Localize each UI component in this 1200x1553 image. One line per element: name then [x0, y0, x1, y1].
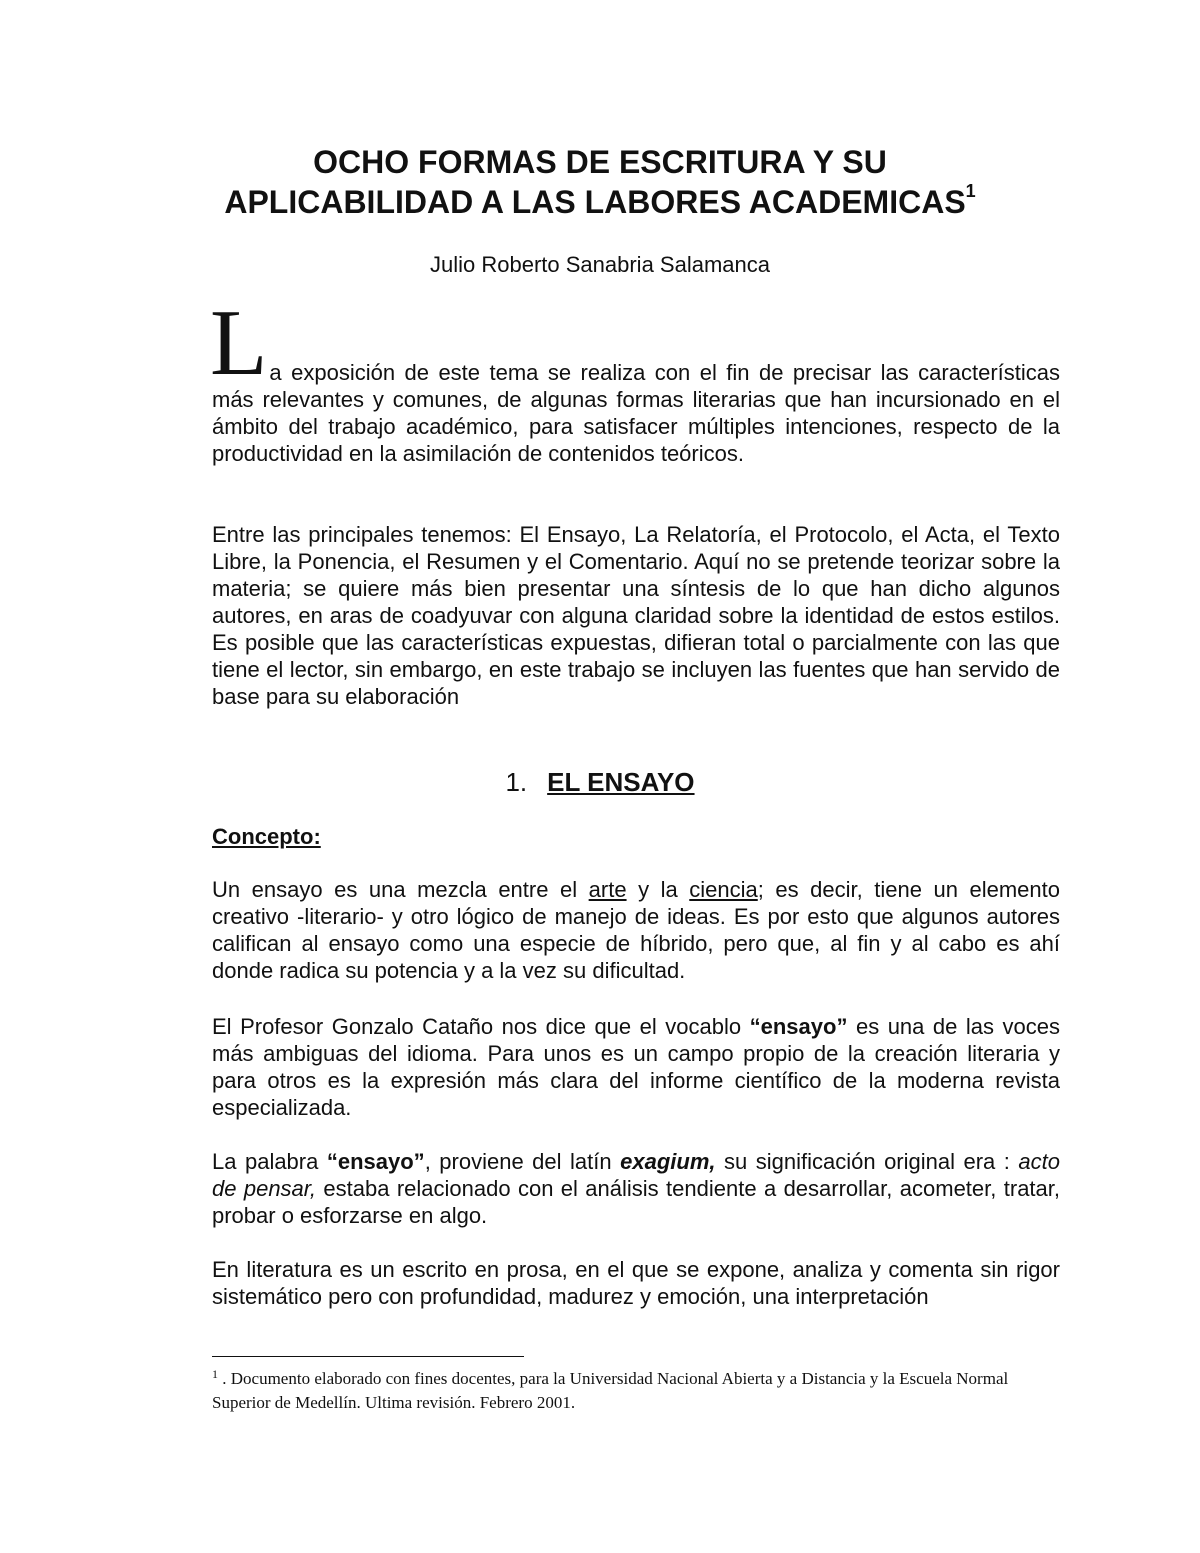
title-footnote-marker: 1 [965, 181, 976, 201]
intro-paragraph-2: Entre las principales tenemos: El Ensayo, La Relatoría, el Protocolo, el Acta, el Texto Libre, la Ponencia, el Resumen y el Comentario. Aquí no se pretende teorizar sobre la materia; se quiere más bien presentar una síntesis de lo que han dicho algunos autores, en aras de coadyuvar con alguna claridad sobre la identidad de estos estilos. Es posible que las características expuestas, difieran total o parcialmente con las que tiene el lector, sin embargo, en este trabajo se incluyen las fuentes que han servido de base para su elaboración [212, 522, 1060, 709]
p1-text-a: Un ensayo es una mezcla entre el [212, 877, 589, 902]
drop-cap-letter: L [210, 291, 268, 395]
ensayo-paragraph-2 [212, 1013, 1060, 1121]
p3-text-a: La palabra [212, 1149, 327, 1174]
footnote-marker: 1 [212, 1367, 218, 1381]
title-line-1: OCHO FORMAS DE ESCRITURA Y SU [313, 144, 887, 180]
term-arte: arte [588, 877, 627, 902]
p2-text-b: es una de las voces más ambiguas del idioma. Para unos es un campo propio de la creación literaria y para otros es la expresión más clara del informe científico de la moderna revista especializada. [212, 1014, 1060, 1120]
footnote-text: . Documento elaborado con fines docentes, para la Universidad Nacional Abierta y a Distancia y la Escuela Normal Superior de Medellín. Ultima revisión. Febrero 2001. [212, 1369, 1009, 1412]
ensayo-paragraph-4: En literatura es un escrito en prosa, en el que se expone, analiza y comenta sin rigor sistemático pero con profundidad, madurez y emoción, una interpretación [212, 1257, 1060, 1309]
p3-text-b: , proviene del latín [424, 1149, 621, 1174]
ensayo-paragraph-3 [212, 1148, 1060, 1229]
drop-cap-spacer [212, 305, 1060, 359]
intro-paragraph-1 [210, 291, 1060, 467]
intro-paragraph-1-text: a exposición de este tema se realiza con el fin de precisar las características más relevantes y comunes, de algunas formas literarias que han incursionado en el ámbito del trabajo académico, para satisfacer múltiples intenciones, respecto de la productividad en la asimilación de contenidos teóricos. [212, 360, 1060, 466]
p3-text-c: su significación original era : [715, 1149, 1019, 1174]
footnote [212, 1367, 1060, 1415]
p2-text-a: El Profesor Gonzalo Cataño nos dice que el vocablo [212, 1014, 750, 1039]
document-title [160, 142, 1040, 222]
p1-text-b: y la [626, 877, 690, 902]
ensayo-paragraph-1 [212, 876, 1060, 984]
term-ensayo-bold-2: “ensayo” [326, 1149, 425, 1174]
title-line-2: APLICABILIDAD A LAS LABORES ACADEMICAS [224, 184, 966, 220]
section-number: 1. [505, 767, 528, 797]
term-exagium: exagium, [620, 1149, 716, 1174]
term-ciencia: ciencia [689, 877, 758, 902]
section-title: EL ENSAYO [547, 767, 695, 797]
term-acto-de-pensar: acto de pensar, [212, 1149, 1060, 1201]
section-heading-ensayo [160, 766, 1040, 798]
footnote-separator [212, 1356, 524, 1357]
subheading-concepto: Concepto: [212, 824, 321, 849]
p1-text-c: ; es decir, tiene un elemento creativo -literario- y otro lógico de manejo de ideas. Es por esto que algunos autores califican al ensayo como una especie de híbrido, pero que, al fin y al cabo es ahí donde radica su potencia y a la vez su dificultad. [212, 877, 1060, 983]
p3-text-d: estaba relacionado con el análisis tendiente a desarrollar, acometer, tratar, probar o esforzarse en algo. [212, 1176, 1060, 1228]
term-ensayo-bold: “ensayo” [749, 1014, 848, 1039]
author-name: Julio Roberto Sanabria Salamanca [430, 252, 770, 277]
